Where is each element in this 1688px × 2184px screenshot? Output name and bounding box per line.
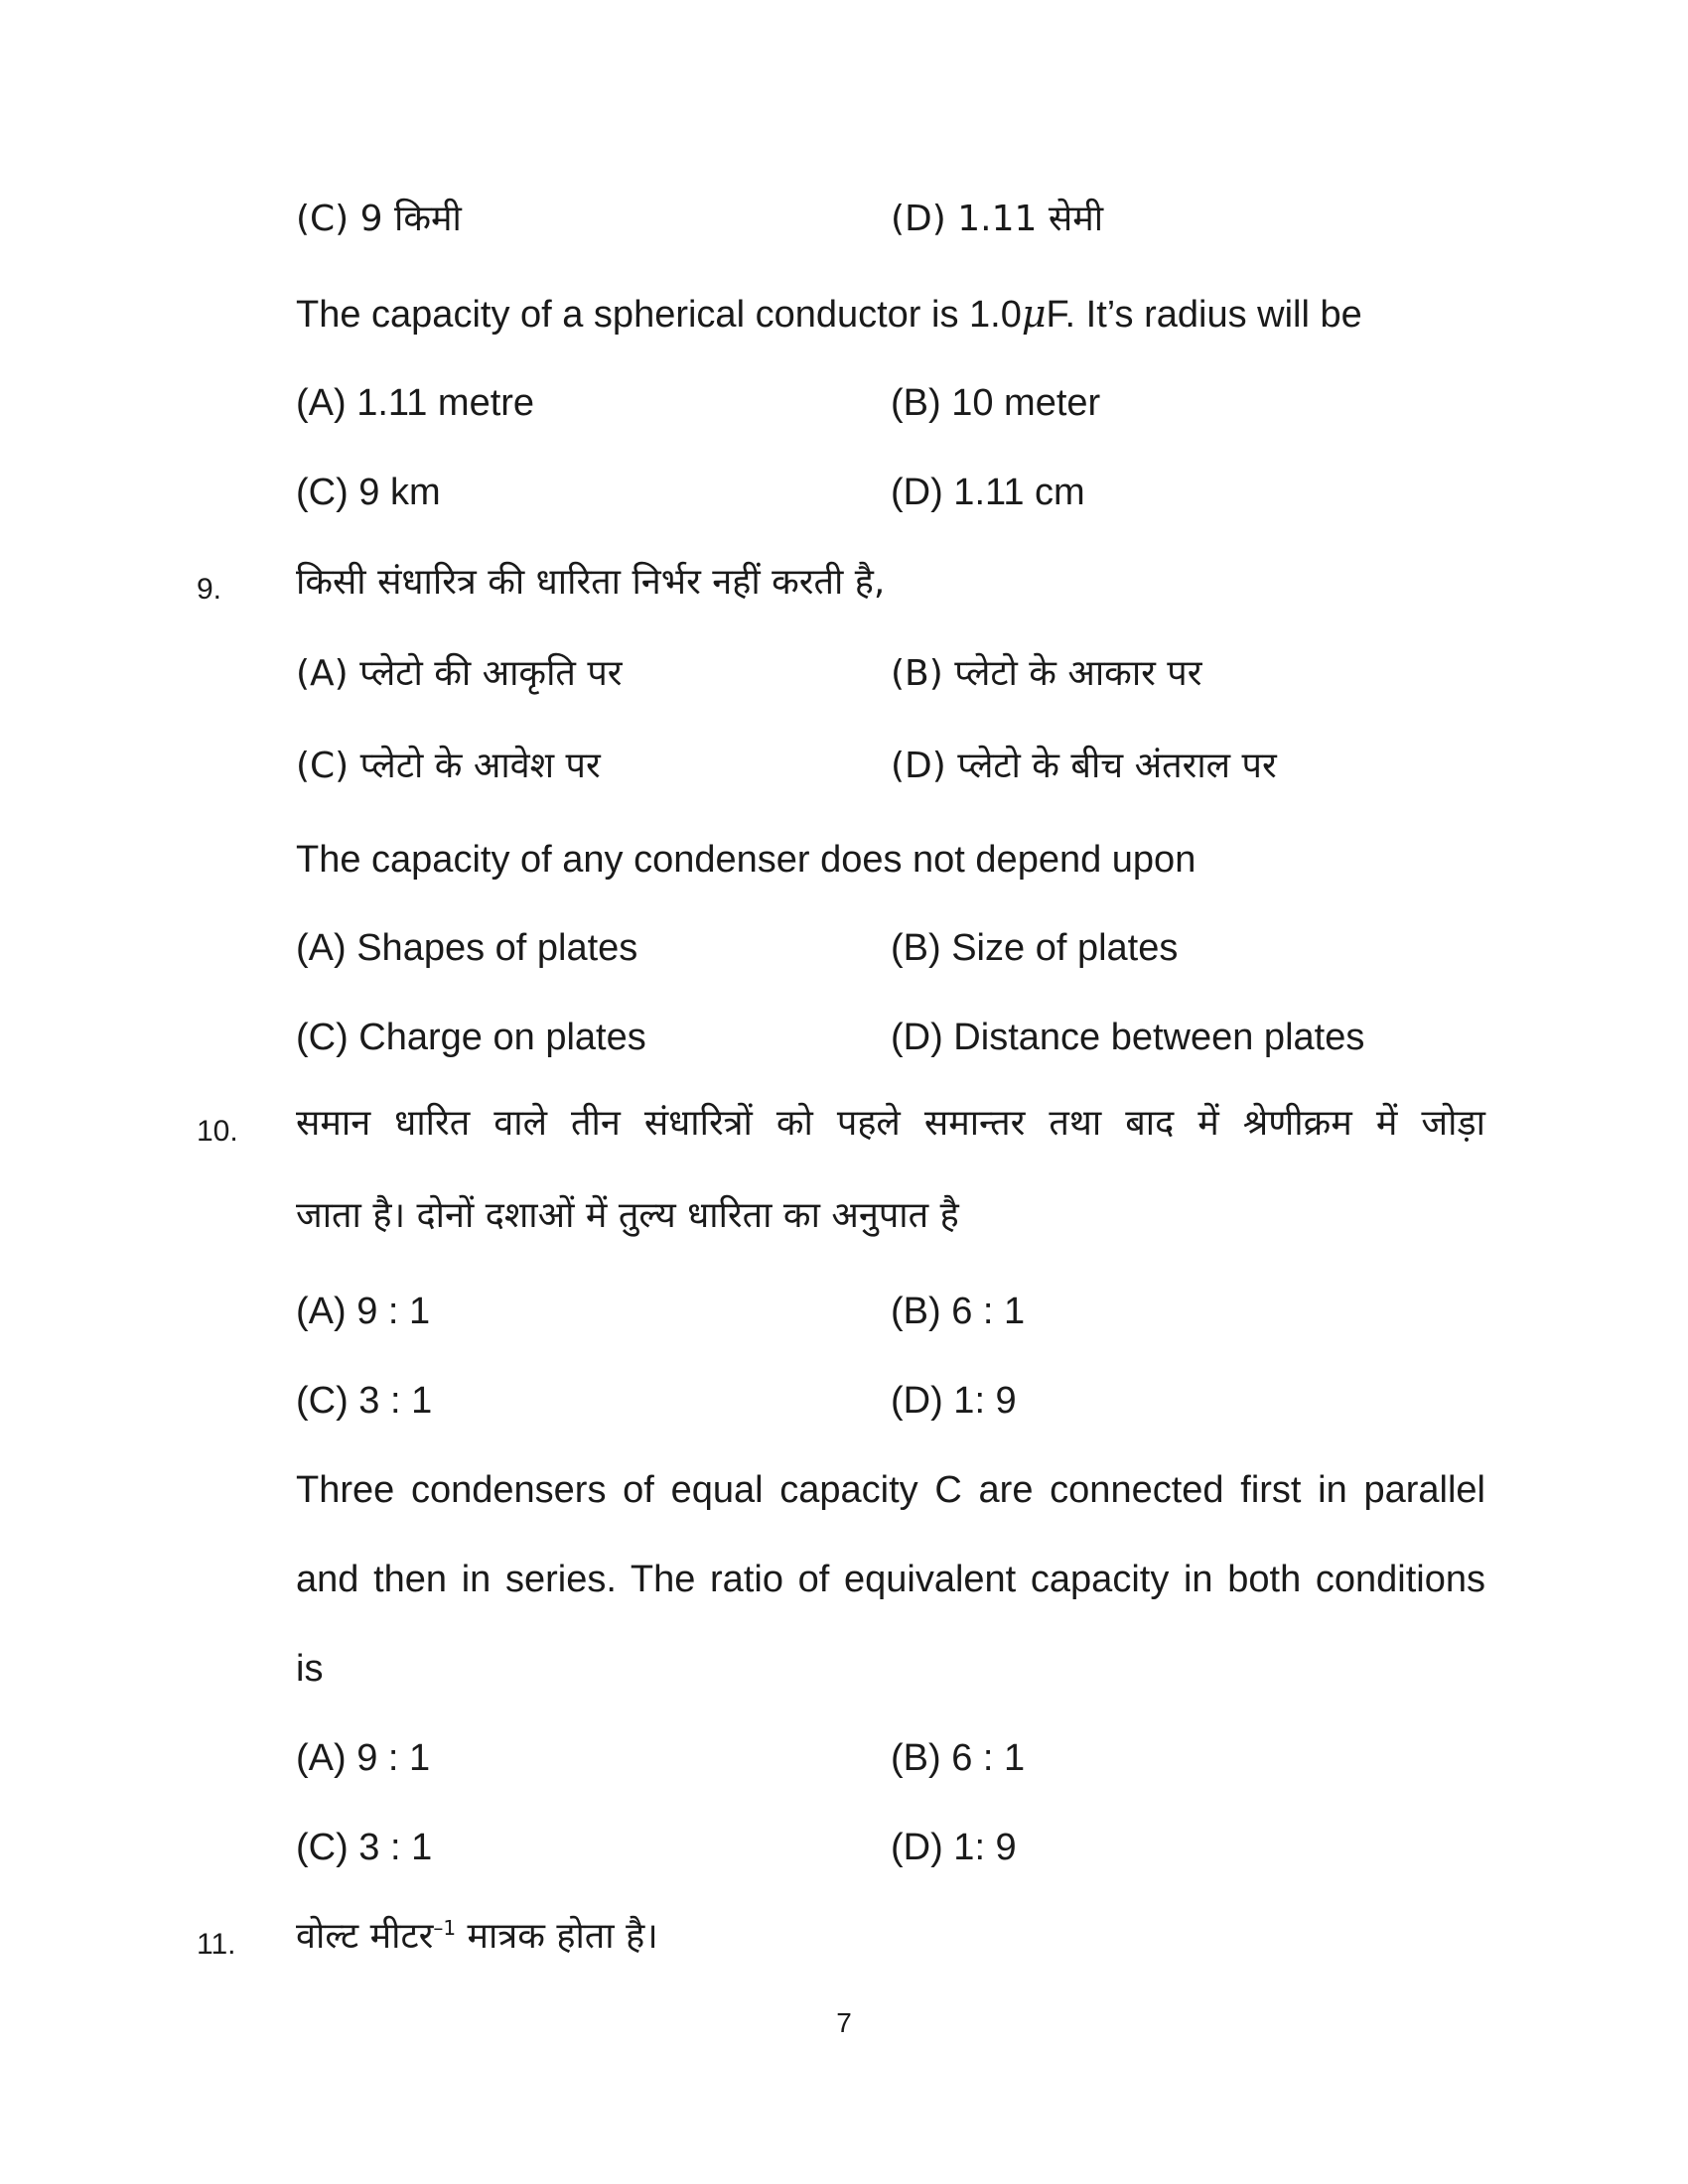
q10-hindi-option-b: (B) 6 : 1: [891, 1291, 1026, 1332]
q8-english-option-c: (C) 9 km: [296, 472, 441, 513]
q9-english-option-a: (A) Shapes of plates: [296, 927, 638, 969]
q10-hindi-option-d: (D) 1: 9: [891, 1380, 1017, 1422]
q8-english-option-b: (B) 10 meter: [891, 382, 1101, 424]
q9-hindi-stem: किसी संधारित्र की धारिता निर्भर नहीं करती है,: [296, 562, 886, 603]
q9-english-stem: The capacity of any condenser does not depend upon: [296, 839, 1196, 881]
q8-english-stem: The capacity of a spherical conductor is 1.0μF. It’s radius will be: [296, 292, 1362, 336]
page-number: 7: [836, 2007, 852, 2038]
q10-english-stem-line2: and then in series. The ratio of equivalent capacity in both conditions: [296, 1559, 1485, 1600]
q10-number: 10.: [197, 1115, 238, 1148]
q8-hindi-option-c: (C) 9 किमी: [296, 199, 462, 239]
q9-number: 9.: [197, 573, 222, 606]
q9-english-option-c: (C) Charge on plates: [296, 1017, 646, 1058]
q10-hindi-stem-line2: जाता है। दोनों दशाओं में तुल्य धारिता का अनुपात है: [296, 1195, 959, 1236]
q9-hindi-option-a: (A) प्लेटो की आकृति पर: [296, 653, 623, 694]
q10-hindi-option-c: (C) 3 : 1: [296, 1380, 433, 1422]
q11-hindi-stem: वोल्ट मीटर$^{-1}$ मात्रक होता है।: [296, 1916, 658, 1957]
q10-english-option-b: (B) 6 : 1: [891, 1737, 1026, 1779]
q9-hindi-option-c: (C) प्लेटो के आवेश पर: [296, 746, 601, 786]
q10-english-stem-line1: Three condensers of equal capacity C are connected first in parallel: [296, 1469, 1485, 1511]
q10-english-option-a: (A) 9 : 1: [296, 1737, 431, 1779]
q9-hindi-option-b: (B) प्लेटो के आकार पर: [891, 653, 1202, 694]
q11-number: 11.: [197, 1928, 236, 1961]
q10-hindi-option-a: (A) 9 : 1: [296, 1291, 431, 1332]
q8-english-option-a: (A) 1.11 metre: [296, 382, 535, 424]
q10-english-option-c: (C) 3 : 1: [296, 1827, 433, 1868]
q8-hindi-option-d: (D) 1.11 सेमी: [891, 199, 1104, 239]
q9-hindi-option-d: (D) प्लेटो के बीच अंतराल पर: [891, 746, 1277, 786]
q9-english-option-d: (D) Distance between plates: [891, 1017, 1365, 1058]
q10-english-stem-line3: is: [296, 1648, 324, 1690]
q9-english-option-b: (B) Size of plates: [891, 927, 1179, 969]
q11-superscript: –1: [433, 1916, 457, 1940]
q8-english-option-d: (D) 1.11 cm: [891, 472, 1085, 513]
q10-hindi-stem-line1: समान धारित वाले तीन संधारित्रों को पहले समान्तर तथा बाद में श्रेणीक्रम में जोड़ा: [296, 1103, 1485, 1144]
q10-english-option-d: (D) 1: 9: [891, 1827, 1017, 1868]
